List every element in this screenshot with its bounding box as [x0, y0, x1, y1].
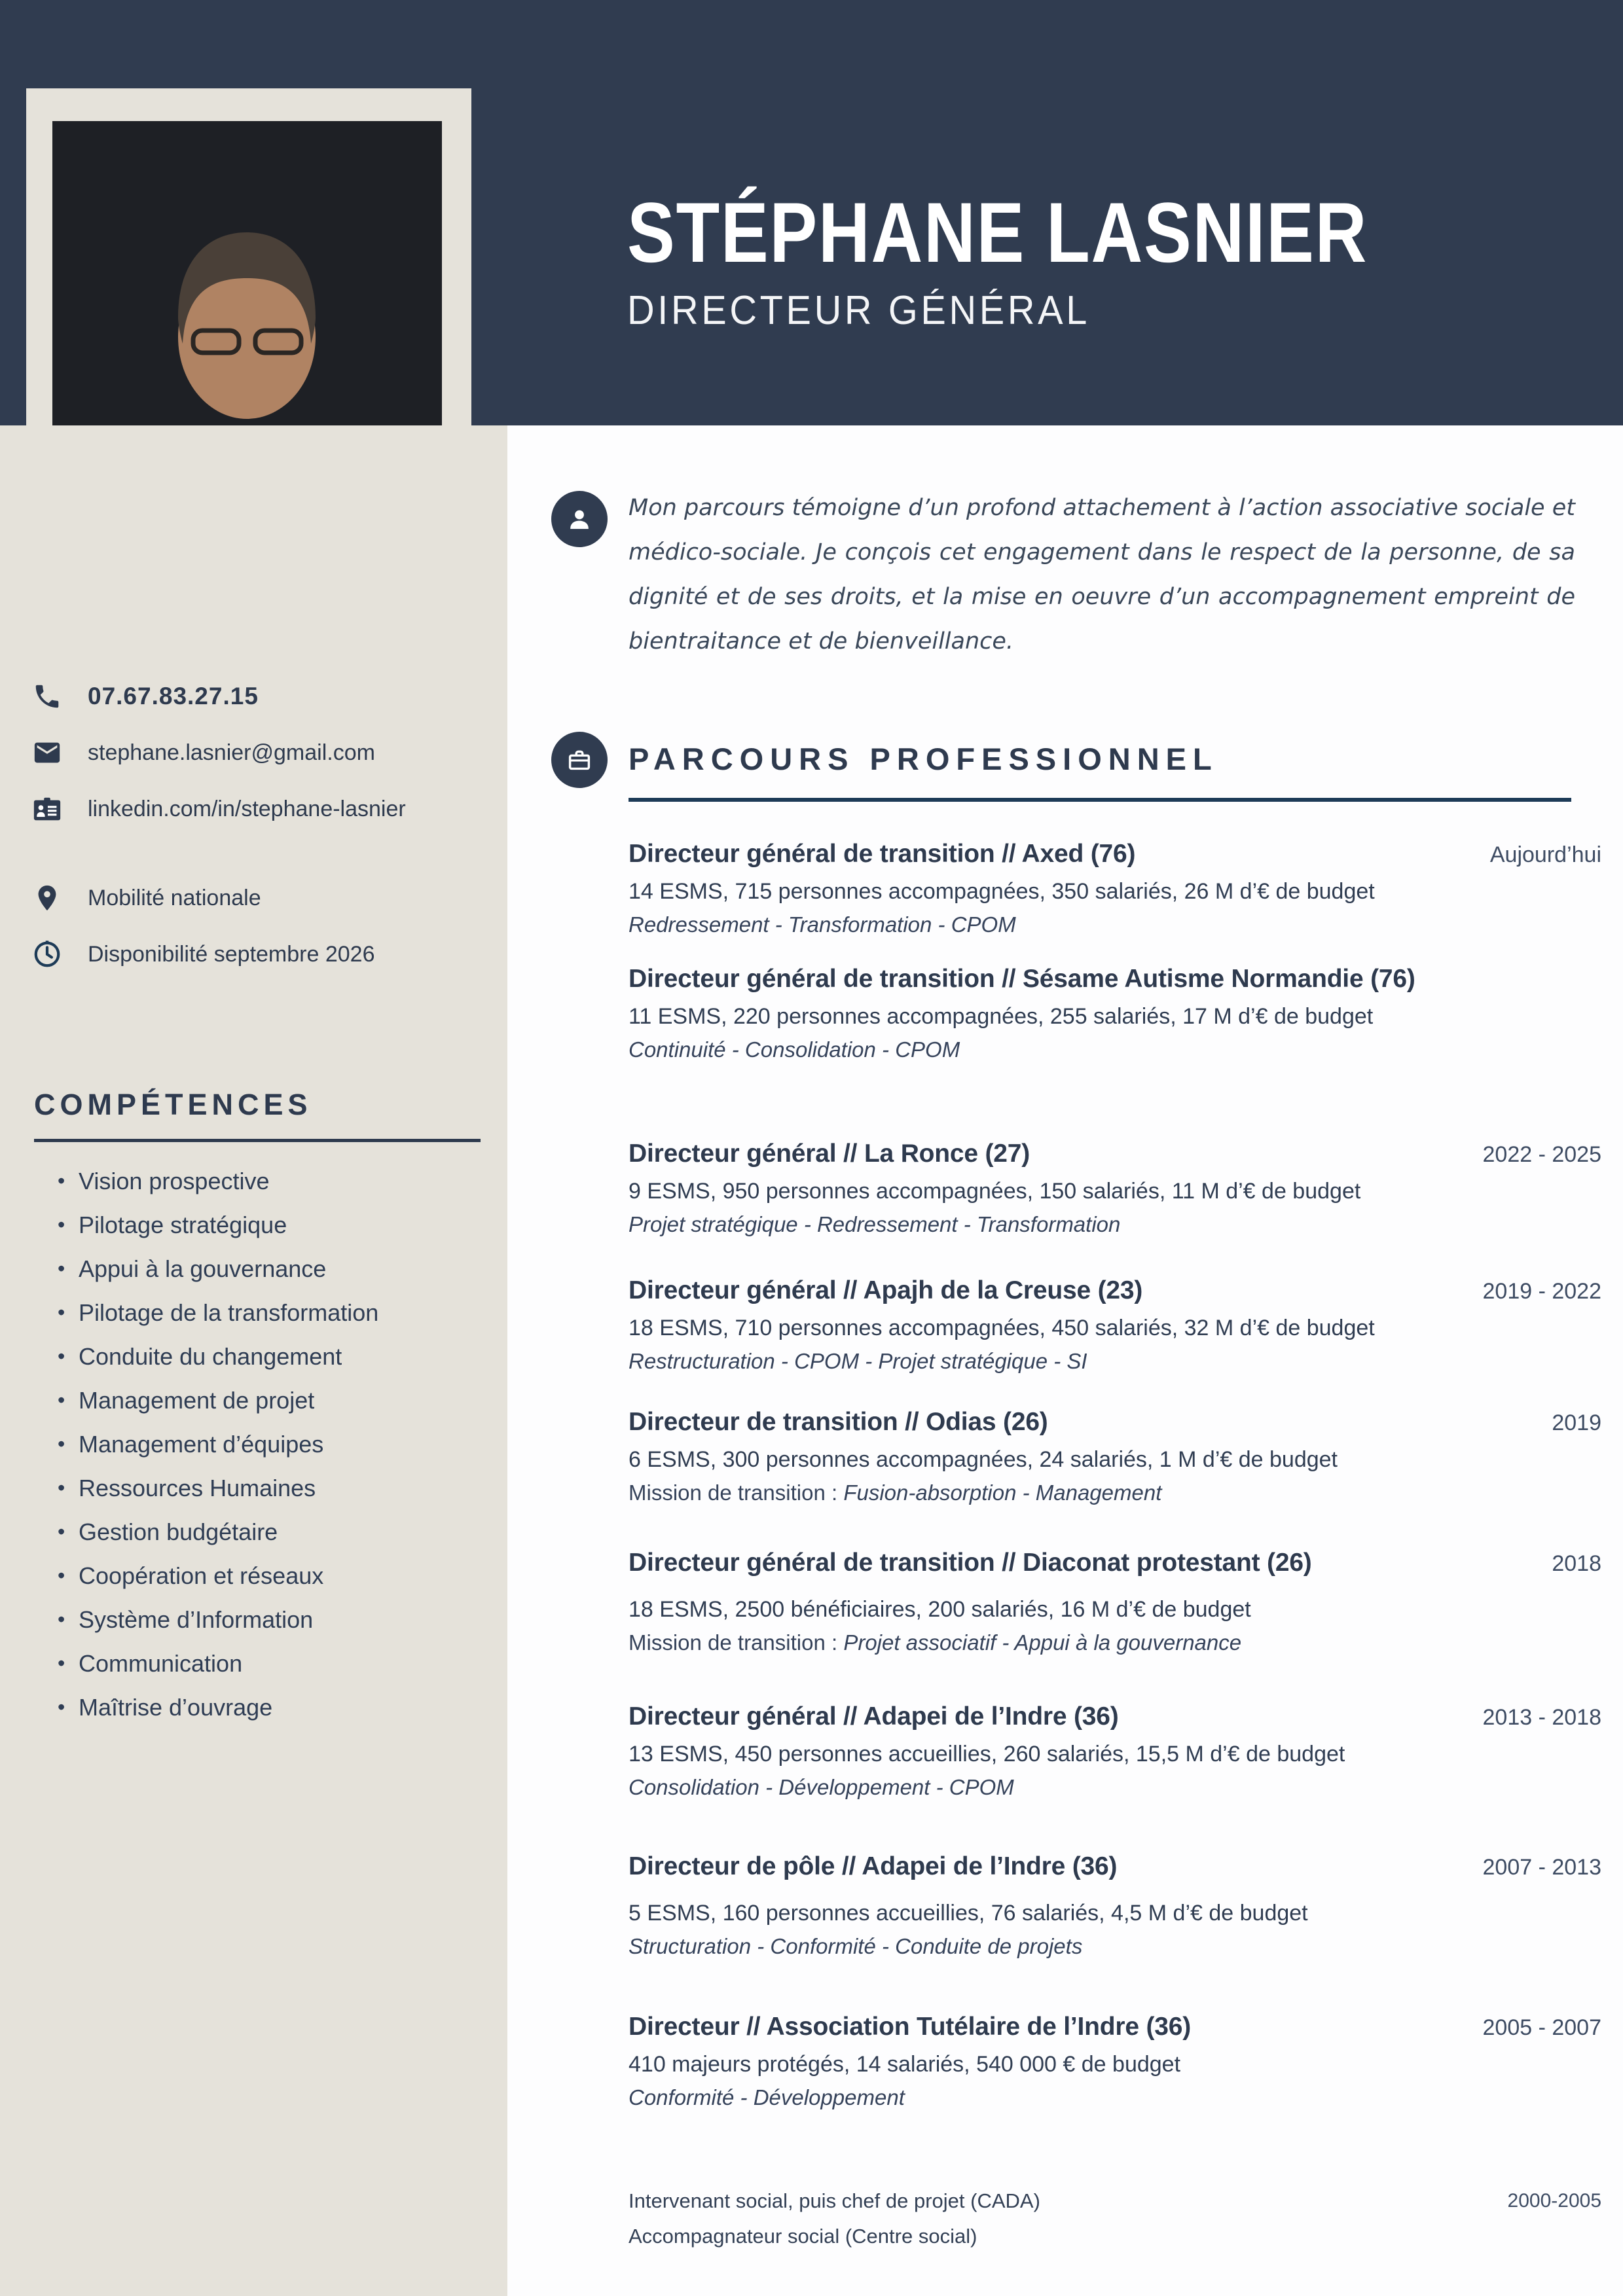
- entry-tags: [629, 912, 1601, 937]
- entry-stats: 11 ESMS, 220 personnes accompagnées, 255 salariés, 17 M d’€ de budget: [629, 1004, 1374, 1029]
- entry-tags: [629, 1037, 1601, 1062]
- entry-title: Directeur de pôle // Adapei de l’Indre (36): [629, 1852, 1118, 1880]
- entry-title: Directeur général de transition // Diaconat protestant (26): [629, 1549, 1312, 1577]
- person-name: STÉPHANE LASNIER: [627, 185, 1368, 280]
- linkedin-card-icon: [30, 792, 64, 826]
- skill-item: • Pilotage de la transformation: [34, 1291, 486, 1335]
- profile-text: Mon parcours témoigne d’un profond attachement à l’action associative sociale et médico-sociale. Je conçois cet engagement dans le respect de la personne, de sa dignité et de ses droits, et la mise en oeuvre d’un accompagnement empreint de bientraitance et de bienveillance.: [629, 495, 1575, 655]
- entry-title: Directeur de transition // Odias (26): [629, 1408, 1048, 1436]
- person-title: DIRECTEUR GÉNÉRAL: [627, 288, 1091, 334]
- entry-stats: 18 ESMS, 2500 bénéficiaires, 200 salariés, 16 M d’€ de budget: [629, 1597, 1251, 1622]
- profile-section: [629, 486, 1601, 664]
- entry-tags-text: Projet associatif - Appui à la gouvernance: [843, 1630, 1242, 1655]
- entry-stats: 5 ESMS, 160 personnes accueillies, 76 salariés, 4,5 M d’€ de budget: [629, 1901, 1308, 1926]
- entry-tags-text: Consolidation - Développement - CPOM: [629, 1775, 1014, 1799]
- experience-entry: [629, 1139, 1601, 1237]
- early-career: [629, 2183, 1601, 2254]
- experience-entry: [629, 1408, 1601, 1505]
- skill-item: • Vision prospective: [34, 1159, 486, 1203]
- entry-date: 2018: [1552, 1551, 1601, 1576]
- entry-tags: [629, 1480, 1601, 1505]
- contact-section: [0, 679, 507, 994]
- early-career-lines: [629, 2183, 1040, 2254]
- entry-date: 2019: [1552, 1410, 1601, 1435]
- contact-row-linkedin[interactable]: [30, 792, 507, 826]
- entry-tags: [629, 2085, 1601, 2110]
- contact-row-mobility: [30, 881, 507, 915]
- skill-item: • Système d’Information: [34, 1598, 486, 1641]
- entry-title: Directeur général // La Ronce (27): [629, 1139, 1030, 1168]
- entry-stats: 13 ESMS, 450 personnes accueillies, 260 salariés, 15,5 M d’€ de budget: [629, 1742, 1345, 1767]
- experience-entry: [629, 840, 1601, 937]
- early-role-2: Accompagnateur social (Centre social): [629, 2225, 977, 2248]
- parcours-rule: [629, 798, 1571, 802]
- entry-tags: [629, 1349, 1601, 1374]
- entry-date: 2019 - 2022: [1482, 1279, 1601, 1304]
- entry-stats: 6 ESMS, 300 personnes accompagnées, 24 salariés, 1 M d’€ de budget: [629, 1447, 1338, 1472]
- entry-title: Directeur général // Apajh de la Creuse (23): [629, 1276, 1143, 1304]
- clock-icon: [30, 937, 64, 971]
- entry-date: 2005 - 2007: [1482, 2015, 1601, 2040]
- entry-date: Aujourd’hui: [1489, 842, 1601, 867]
- name-block: [627, 185, 1509, 334]
- skills-list: [34, 1159, 486, 1729]
- contact-row-phone[interactable]: [30, 679, 507, 713]
- experience-entry: [629, 965, 1601, 1062]
- experience-entry: [629, 1549, 1601, 1655]
- skill-item: • Communication: [34, 1641, 486, 1685]
- skill-item: • Management de projet: [34, 1378, 486, 1422]
- experience-entry: [629, 1276, 1601, 1374]
- entry-title: Directeur général // Adapei de l’Indre (36): [629, 1702, 1119, 1731]
- early-role-1: Intervenant social, puis chef de projet (CADA): [629, 2189, 1040, 2212]
- location-pin-icon: [30, 881, 64, 915]
- skill-item: • Maîtrise d’ouvrage: [34, 1685, 486, 1729]
- main-column: [629, 425, 1601, 2254]
- entry-stats: 14 ESMS, 715 personnes accompagnées, 350 salariés, 26 M d’€ de budget: [629, 879, 1375, 904]
- entry-date: 2007 - 2013: [1482, 1855, 1601, 1880]
- competences-title: COMPÉTENCES: [34, 1088, 312, 1121]
- entry-tags-text: Continuité - Consolidation - CPOM: [629, 1037, 960, 1062]
- availability-text: Disponibilité septembre 2026: [88, 941, 375, 967]
- early-date: 2000-2005: [1507, 2190, 1601, 2212]
- entry-tags: [629, 1775, 1601, 1800]
- entry-tags-text: Projet stratégique - Redressement - Transformation: [629, 1212, 1121, 1236]
- entry-tags-text: Restructuration - CPOM - Projet stratégique - SI: [629, 1349, 1087, 1373]
- entry-stats: 9 ESMS, 950 personnes accompagnées, 150 salariés, 11 M d’€ de budget: [629, 1179, 1361, 1204]
- entry-tags-text: Conformité - Développement: [629, 2085, 905, 2109]
- skill-item: • Pilotage stratégique: [34, 1203, 486, 1247]
- skill-item: • Coopération et réseaux: [34, 1554, 486, 1598]
- skill-item: • Conduite du changement: [34, 1335, 486, 1378]
- entry-tags-text: Structuration - Conformité - Conduite de projets: [629, 1934, 1083, 1958]
- skill-item: • Gestion budgétaire: [34, 1510, 486, 1554]
- contact-row-email[interactable]: [30, 736, 507, 770]
- email-address: stephane.lasnier@gmail.com: [88, 740, 375, 765]
- parcours-title: PARCOURS PROFESSIONNEL: [629, 742, 1218, 776]
- entry-tags-prefix: Mission de transition :: [629, 1480, 844, 1505]
- phone-number: 07.67.83.27.15: [88, 683, 259, 709]
- skill-item: • Management d’équipes: [34, 1422, 486, 1466]
- skill-item: • Ressources Humaines: [34, 1466, 486, 1510]
- competences-rule: [34, 1139, 481, 1142]
- experience-entry: [629, 2013, 1601, 2110]
- linkedin-url: linkedin.com/in/stephane-lasnier: [88, 796, 406, 821]
- entry-stats: 410 majeurs protégés, 14 salariés, 540 000 € de budget: [629, 2052, 1181, 2077]
- mobility-text: Mobilité nationale: [88, 885, 261, 910]
- entry-date: 2013 - 2018: [1482, 1705, 1601, 1730]
- entry-title: Directeur général de transition // Sésame Autisme Normandie (76): [629, 965, 1415, 993]
- entry-title: Directeur // Association Tutélaire de l’Indre (36): [629, 2013, 1192, 2041]
- email-icon: [30, 736, 64, 770]
- skill-item: • Appui à la gouvernance: [34, 1247, 486, 1291]
- entry-tags: [629, 1212, 1601, 1237]
- briefcase-icon: [551, 732, 608, 788]
- person-icon: [551, 491, 608, 547]
- experience-entries: [629, 840, 1601, 2110]
- entry-tags-text: Redressement - Transformation - CPOM: [629, 912, 1016, 937]
- entry-tags: [629, 1934, 1601, 1959]
- entry-tags-text: Fusion-absorption - Management: [843, 1480, 1162, 1505]
- experience-entry: [629, 1852, 1601, 1959]
- competences-section: [34, 1088, 486, 1729]
- phone-icon: [30, 679, 64, 713]
- contact-row-availability: [30, 937, 507, 971]
- entry-tags-prefix: Mission de transition :: [629, 1630, 844, 1655]
- entry-stats: 18 ESMS, 710 personnes accompagnées, 450 salariés, 32 M d’€ de budget: [629, 1316, 1375, 1340]
- experience-entry: [629, 1702, 1601, 1800]
- parcours-header: [629, 741, 1601, 802]
- entry-title: Directeur général de transition // Axed (76): [629, 840, 1136, 868]
- entry-tags: [629, 1630, 1601, 1655]
- entry-date: 2022 - 2025: [1482, 1142, 1601, 1167]
